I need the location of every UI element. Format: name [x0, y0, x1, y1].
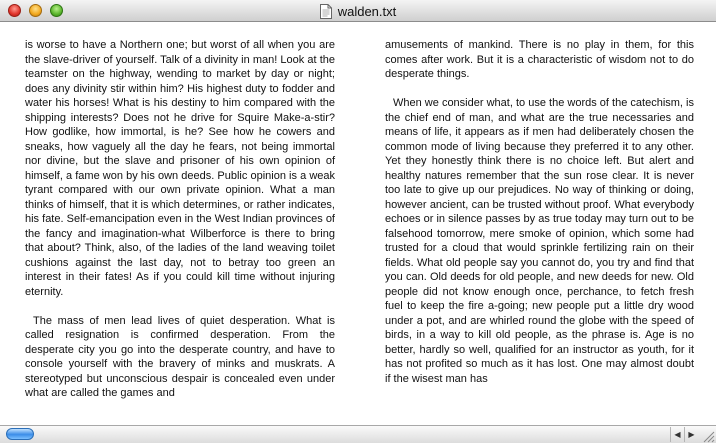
- window-title-group: [0, 0, 716, 22]
- paragraph: When we consider what, to use the words of the catechism, is the chief end of man, and what are the true necessaries and means of life, it appears as if men had deliberately chosen the common mode of living because they preferred it to any other. Yet they honestly think there is no choice left. But alert and healthy natures remember that the sun rose clear. It is never too late to give up our prejudices. No way of thinking or doing, however ancient, can be trusted without proof. What everybody echoes or in silence passes by as true today may turn out to be falsehood tomorrow, mere smoke of opinion, which some had trusted for a cloud that would sprinkle fertilizing rain on their fields. What old people say you cannot do, you try and find that you can. Old deeds for old people, and new deeds for new. Old people did not know enough once, perchance, to fetch fresh fuel to keep the fire a-going; new people put a little dry wood under a pot, and are whirled round the globe with the speed of birds, in a way to kill old people, as the phrase is. Age is no better, hardly so well, qualified for an instructor as youth, for it has not profited so much as it has lost. One may almost doubt if the wisest man has: [385, 97, 694, 385]
- title-bar[interactable]: [0, 0, 716, 22]
- horizontal-scrollbar[interactable]: [0, 425, 716, 443]
- paragraph: The mass of men lead lives of quiet desperation. What is called resignation is confirmed desperation. From the desperate city you go into the desperate country, and have to console yourself with the bravery of minks and muskrats. A stereotyped but unconscious despair is concealed even under what are called the games and: [25, 314, 335, 399]
- scroll-thumb[interactable]: [6, 428, 34, 440]
- scroll-right-button[interactable]: ▶: [684, 427, 698, 442]
- scroll-left-button[interactable]: ◀: [670, 427, 684, 442]
- window-title: walden.txt: [337, 3, 397, 19]
- document-icon: [320, 4, 332, 19]
- text-column-right[interactable]: [385, 38, 694, 386]
- paragraph: is worse to have a Northern one; but worst of all when you are the slave-driver of yourself. Talk of a divinity in man! Look at the teamster on the highway, wending to market by day or night; does any divinity stir within him? His highest duty to fodder and water his horses! What is his destiny to him compared with the shipping interests? Does not he drive for Squire Make-a-stir? How godlike, how immortal, is he? See how he cowers and sneaks, how vaguely all the day he fears, not being immortal nor divine, but the slave and prisoner of his own opinion of himself, a fame won by his own deeds. Public opinion is a weak tyrant compared with our own private opinion. What a man thinks of himself, that it is which determines, or rather indicates, his fate. Self-emancipation even in the West Indian provinces of the fancy and imagination-what Wilberforce is there to bring that about? Think, also, of the ladies of the land weaving toilet cushions against the last day, not to betray too green an interest in their fates! As if you could kill time without injuring eternity.: [25, 39, 335, 298]
- resize-grip-icon[interactable]: [699, 427, 715, 443]
- text-column-left[interactable]: [25, 38, 335, 401]
- paragraph: amusements of mankind. There is no play in them, for this comes after work. But it is a characteristic of wisdom not to do desperate things.: [385, 39, 694, 80]
